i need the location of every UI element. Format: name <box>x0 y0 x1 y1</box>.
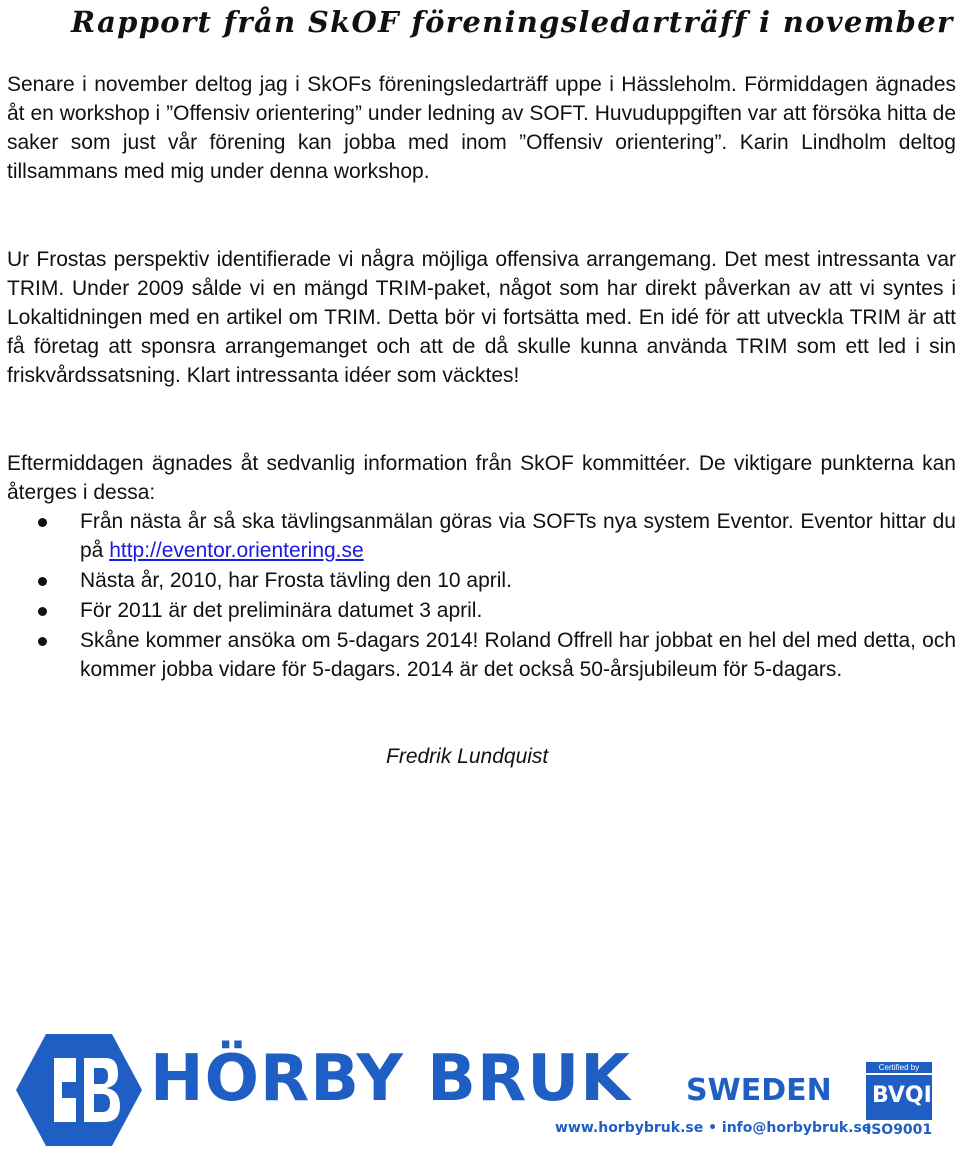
document-page <box>7 0 956 768</box>
list-item-text: För 2011 är det preliminära datumet 3 april. <box>80 599 483 622</box>
signature: Fredrik Lundquist <box>386 745 549 768</box>
list-item <box>7 626 956 684</box>
sponsor-footer <box>0 1010 960 1150</box>
paragraph-workshop: Senare i november deltog jag i SkOFs föreningsledarträff uppe i Hässleholm. Förmiddagen ägnades åt en workshop i ”Offensiv orientering” under ledning av SOFT. Huvuduppgiften var att försöka hitta de saker som just vår förening kan jobba med inom ”Offensiv orientering”. Karin Lindholm deltog tillsammans med mig under denna workshop. <box>7 73 956 183</box>
brand-name: HÖRBY BRUK <box>150 1042 631 1116</box>
certification-standard: ISO9001 <box>866 1122 933 1138</box>
list-item <box>7 566 956 595</box>
certification-label: Certified by <box>866 1062 932 1073</box>
list-item-text: Skåne kommer ansöka om 5-dagars 2014! Roland Offrell har jobbat en hel del med detta, och kommer jobba vidare för 5-dagars. 2014 är det också 50-årsjubileum för 5-dagars. <box>80 629 956 681</box>
horby-bruk-logo-icon <box>14 1030 144 1150</box>
bullet-icon <box>38 637 47 646</box>
paragraph-trim: Ur Frostas perspektiv identifierade vi några möjliga offensiva arrangemang. Det mest intressanta var TRIM. Under 2009 sålde vi en mängd TRIM-paket, något som har direkt påverkan av att vi syntes i Lokaltidningen med en artikel om TRIM. Detta bör vi fortsätta med. En idé för att utveckla TRIM är att få företag att sponsra arrangemanget och att de då skulle kunna använda TRIM som ett led i sin friskvårdssatsning. Klart intressanta idéer som väcktes! <box>7 248 956 387</box>
certification-mark: BVQI <box>872 1083 932 1108</box>
certification-badge <box>866 1062 932 1140</box>
bullet-icon <box>38 577 47 586</box>
bvqi-icon <box>866 1075 932 1120</box>
bullet-icon <box>38 607 47 616</box>
bullet-list <box>7 507 956 685</box>
brand-country: SWEDEN <box>686 1073 832 1108</box>
bullet-icon <box>38 518 47 527</box>
eventor-link[interactable]: http://eventor.orientering.se <box>109 539 364 562</box>
page-title: Rapport från SkOF föreningsledarträff i november <box>71 5 954 39</box>
list-item-text: Från nästa år så ska tävlingsanmälan göras via SOFTs nya system Eventor. Eventor hittar du på <box>80 510 956 562</box>
brand-contact: www.horbybruk.se • info@horbybruk.se <box>555 1120 872 1136</box>
paragraph-afternoon: Eftermiddagen ägnades åt sedvanlig information från SkOF kommittéer. De viktigare punkterna kan återges i dessa: <box>7 452 956 504</box>
list-item-text: Nästa år, 2010, har Frosta tävling den 10 april. <box>80 569 512 592</box>
list-item <box>7 507 956 565</box>
list-item <box>7 596 956 625</box>
